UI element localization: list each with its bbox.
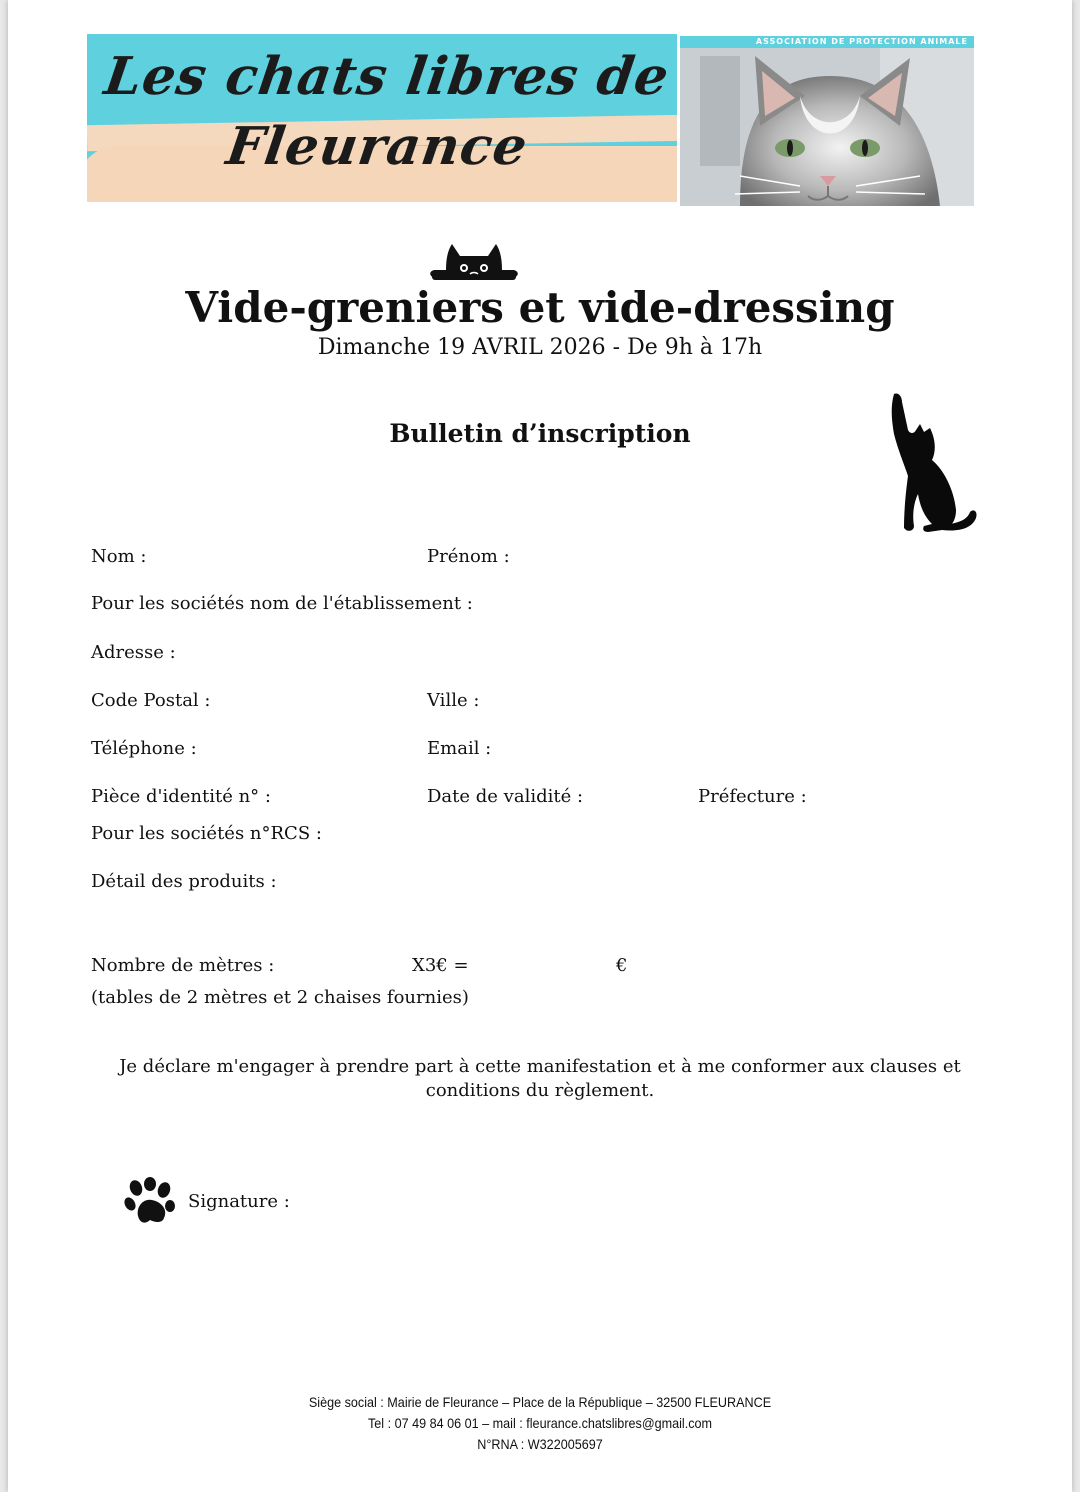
association-name-line1: Les chats libres de xyxy=(100,46,674,107)
association-name xyxy=(87,42,677,182)
cat-photo xyxy=(680,36,974,206)
peeking-cat-icon xyxy=(424,242,524,284)
photo-caption: ASSOCIATION DE PROTECTION ANIMALE xyxy=(680,36,974,48)
footer xyxy=(61,1392,1019,1455)
footer-address: Siège social : Mairie de Fleurance – Place de la République – 32500 FLEURANCE xyxy=(308,1394,772,1410)
field-date-validite: Date de validité : xyxy=(427,786,584,807)
paw-print-icon xyxy=(124,1178,176,1226)
field-adresse: Adresse : xyxy=(91,642,176,663)
field-euro: € xyxy=(616,955,628,976)
field-code-postal: Code Postal : xyxy=(91,690,211,711)
footer-rna: N°RNA : W322005697 xyxy=(477,1436,603,1452)
field-piece-identite: Pièce d'identité n° : xyxy=(91,786,271,807)
document-page xyxy=(8,0,1072,1492)
field-tarif: X3€ = xyxy=(412,955,469,976)
event-date: Dimanche 19 AVRIL 2026 - De 9h à 17h xyxy=(317,335,763,360)
association-banner xyxy=(87,34,677,202)
signature-label: Signature : xyxy=(188,1191,290,1212)
field-nombre-metres: Nombre de mètres : xyxy=(91,955,275,976)
field-ville: Ville : xyxy=(427,690,480,711)
field-societe-rcs: Pour les sociétés n°RCS : xyxy=(91,823,322,844)
field-societe-nom: Pour les sociétés nom de l'établissement : xyxy=(91,593,473,614)
association-name-line2: Fleurance xyxy=(222,116,532,177)
event-title: Vide-greniers et vide-dressing xyxy=(185,283,895,332)
field-prenom: Prénom : xyxy=(427,546,510,567)
cat-photo-drawing xyxy=(680,36,974,206)
field-telephone: Téléphone : xyxy=(91,738,197,759)
footer-contact: Tel : 07 49 84 06 01 – mail : fleurance.chatslibres@gmail.com xyxy=(367,1415,713,1431)
field-prefecture: Préfecture : xyxy=(698,786,807,807)
sitting-cat-silhouette xyxy=(884,390,984,540)
field-email: Email : xyxy=(427,738,492,759)
form-title: Bulletin d’inscription xyxy=(389,419,691,448)
tables-note: (tables de 2 mètres et 2 chaises fournies) xyxy=(91,987,469,1008)
field-detail-produits: Détail des produits : xyxy=(91,871,277,892)
field-nom: Nom : xyxy=(91,546,147,567)
declaration-text: Je déclare m'engager à prendre part à cette manifestation et à me conformer aux clauses et conditions du règlement. xyxy=(119,1056,961,1101)
